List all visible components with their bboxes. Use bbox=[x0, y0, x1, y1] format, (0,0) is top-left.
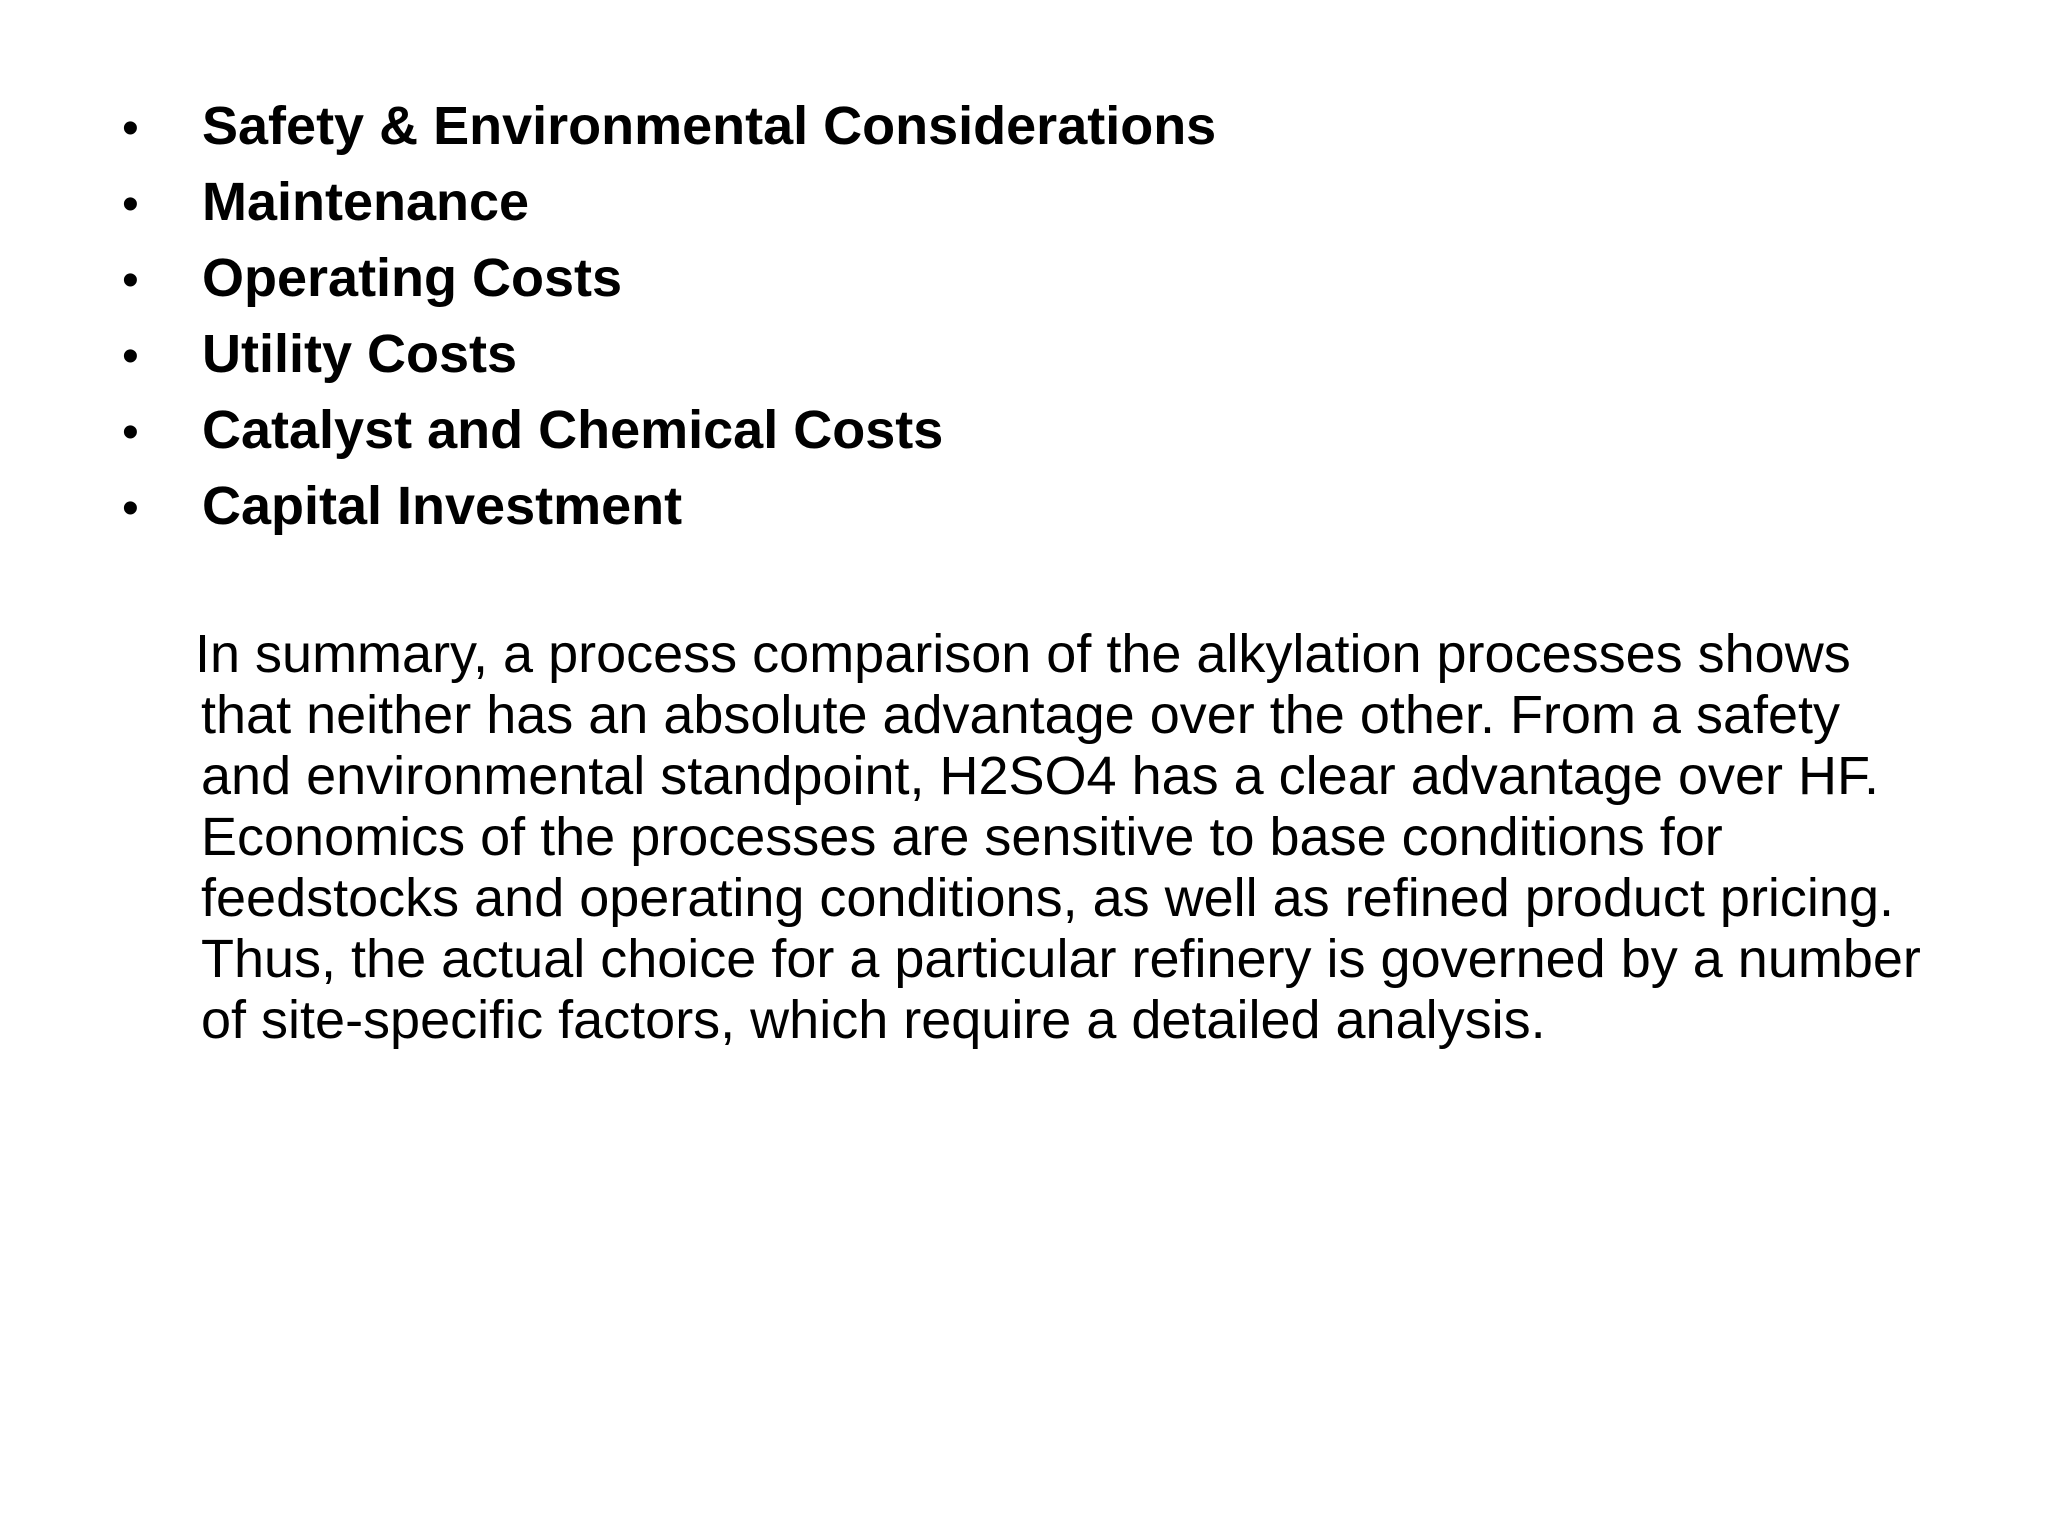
bullet-icon: • bbox=[122, 330, 139, 383]
bullet-icon: • bbox=[122, 406, 139, 459]
bullet-text-capital-investment: Capital Investment bbox=[202, 476, 683, 536]
summary-paragraph: In summary, a process comparison of the alkylation processes shows that neither has an absolute advantage over the other. From a safety and environmental standpoint, H2SO4 has a clear advantage over HF. Economics of the processes are sensitive to base conditions for feedstocks and operating conditions, as well as refined product pricing. Thus, the actual choice for a particular refinery is governed by a number of site-specific factors, which require a detailed analysis. bbox=[195, 624, 1921, 1050]
bullet-text-safety: Safety & Environmental Considerations bbox=[202, 96, 1217, 156]
bullet-icon: • bbox=[122, 482, 139, 535]
bullet-icon: • bbox=[122, 178, 139, 231]
bullet-list bbox=[122, 88, 1216, 544]
bullet-text-operating-costs: Operating Costs bbox=[202, 248, 623, 308]
bullet-text-utility-costs: Utility Costs bbox=[202, 324, 518, 384]
bullet-text-maintenance: Maintenance bbox=[202, 172, 530, 232]
bullet-text-catalyst-costs: Catalyst and Chemical Costs bbox=[202, 400, 944, 460]
list-item bbox=[122, 392, 1216, 468]
bullet-icon: • bbox=[122, 254, 139, 307]
list-item bbox=[122, 88, 1216, 164]
bullet-icon: • bbox=[122, 102, 139, 155]
list-item bbox=[122, 164, 1216, 240]
list-item bbox=[122, 468, 1216, 544]
list-item bbox=[122, 316, 1216, 392]
list-item bbox=[122, 240, 1216, 316]
